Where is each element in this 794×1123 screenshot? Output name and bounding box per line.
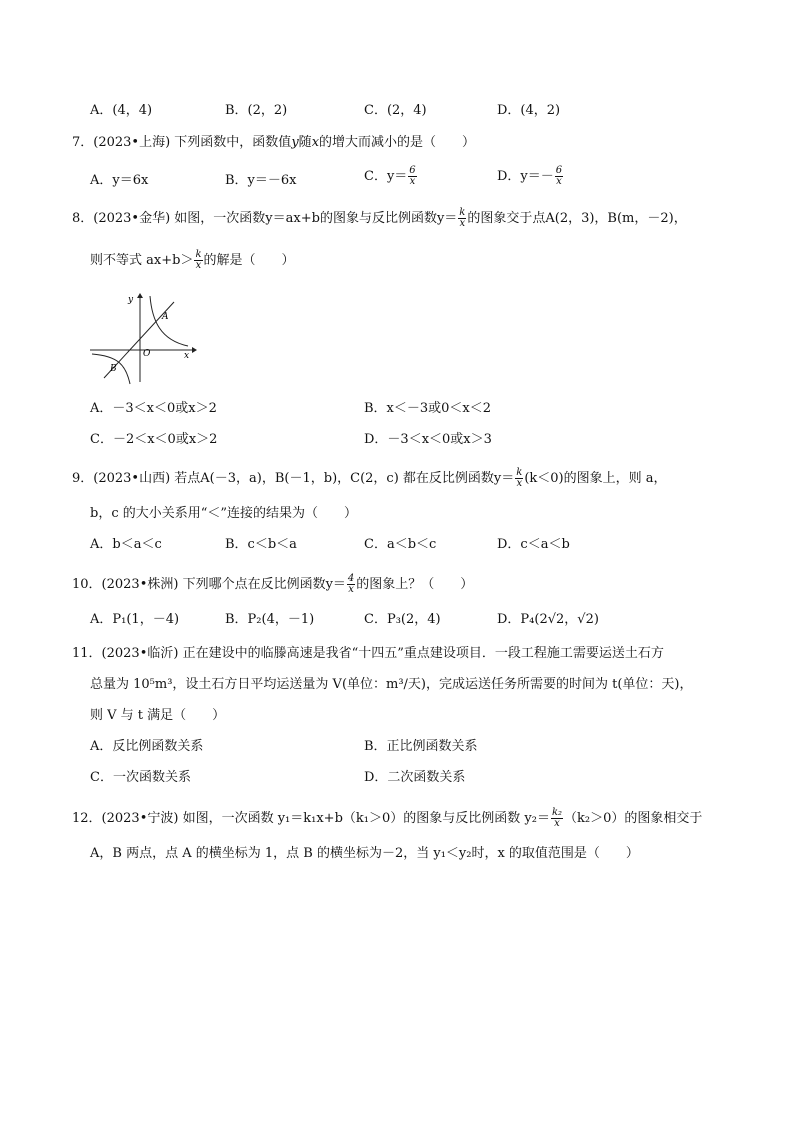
fraction-numerator: 4: [347, 573, 355, 584]
q7-option-b: B．y＝－6x: [225, 173, 297, 188]
q8-stem-line1-b: 的图象交于点A(2，3)，B(m，－2)，: [467, 211, 687, 226]
q9-stem-line1-b: (k＜0)的图象上，则 a，: [524, 471, 667, 486]
q10-stem-b: 的图象上？（ ）: [356, 577, 474, 592]
q9-option-b: B．c＜b＜a: [225, 537, 297, 552]
q7-option-c-fraction: [408, 166, 416, 187]
q8-fraction: [458, 208, 466, 229]
q9-stem-line1: [72, 468, 667, 489]
q6-option-d: D．(4，2): [497, 103, 561, 118]
q8-stem-line1-a: 8．(2023•金华) 如图，一次函数y＝ax+b的图象与反比例函数y＝: [72, 211, 458, 226]
q6-option-b: B．(2，2): [225, 103, 288, 118]
q8-option-d: D．－3＜x＜0或x＞3: [364, 432, 492, 447]
q8-function-graph: [88, 290, 198, 385]
q7-stem-mid: 随: [298, 135, 312, 150]
q10-stem-a: 10．(2023•株洲) 下列哪个点在反比例函数y＝: [72, 577, 346, 592]
q8-stem-line2-b: 的解是（ ）: [203, 253, 295, 268]
q11-option-d: D．二次函数关系: [364, 770, 466, 785]
fraction-numerator: k₂: [551, 807, 563, 818]
q10-option-c: C．P₃(2，4): [364, 612, 441, 627]
q7-var-x: x: [311, 135, 320, 150]
q7-option-a: A．y＝6x: [90, 173, 149, 188]
q8-option-b: B．x＜－3或0＜x＜2: [364, 401, 492, 416]
q7-stem-suffix: 的增大而减小的是（ ）: [319, 135, 476, 150]
fraction-numerator: 6: [555, 165, 563, 176]
q7-stem-prefix: 7．(2023•上海) 下列函数中，函数值: [72, 135, 292, 150]
point-b-label: B: [110, 364, 117, 374]
q7-option-d: [497, 166, 564, 187]
origin-label: O: [143, 349, 151, 359]
fraction-numerator: 6: [409, 165, 416, 176]
q12-stem-line1: [72, 808, 702, 829]
q6-option-a: A．(4，4): [90, 103, 153, 118]
q9-option-a: A．b＜a＜c: [90, 537, 162, 552]
q7-option-d-label: D．y＝－: [497, 169, 554, 184]
q9-option-c: C．a＜b＜c: [364, 537, 437, 552]
q12-stem-line1-a: 12．(2023•宁波) 如图，一次函数 y₁＝k₁x+b（k₁＞0）的图象与反比例函数 y₂＝: [72, 811, 550, 826]
q12-stem-line2: A，B 两点，点 A 的横坐标为 1，点 B 的横坐标为－2，当 y₁＜y₂时，x 的取值范围是（ ）: [90, 846, 639, 861]
q7-stem: [72, 134, 475, 152]
fraction-denominator: x: [348, 584, 354, 595]
q10-stem: [72, 574, 473, 595]
q7-var-y: y: [291, 135, 299, 150]
y-axis-label: y: [128, 295, 134, 305]
q9-option-d: D．c＜a＜b: [497, 537, 570, 552]
q12-stem-line1-b: （k₂＞0）的图象相交于: [564, 811, 703, 826]
q10-option-b: B．P₂(4，－1): [225, 612, 315, 627]
q8-option-c: C．－2＜x＜0或x＞2: [90, 432, 218, 447]
q9-stem-line2: b，c 的大小关系用“＜”连接的结果为（ ）: [90, 506, 358, 521]
hyperbola-branch-1: [150, 296, 188, 346]
q10-option-d: D．P₄(2√2，√2): [497, 612, 599, 627]
fraction-numerator: k: [195, 249, 202, 260]
q7-option-d-fraction: [555, 166, 563, 187]
point-a-label: A: [162, 312, 169, 322]
q6-option-c: C．(2，4): [364, 103, 427, 118]
fraction-denominator: x: [516, 478, 523, 489]
q9-stem-line1-a: 9．(2023•山西) 若点A(－3，a)，B(－1，b)，C(2，c) 都在反比例函数y＝: [72, 471, 515, 486]
q11-option-c: C．一次函数关系: [90, 770, 191, 785]
fraction-denominator: x: [409, 176, 416, 187]
q7-option-c: [364, 166, 418, 187]
fraction-denominator: x: [554, 818, 560, 829]
q8-stem-line2-a: 则不等式 ax+b＞: [90, 253, 194, 268]
fraction-numerator: k: [516, 467, 523, 478]
q7-option-c-label: C．y＝: [364, 169, 408, 184]
q8-stem-line2: [90, 250, 295, 271]
x-axis-label: x: [184, 351, 190, 361]
q11-stem-line1: 11．(2023•临沂) 正在建设中的临滕高速是我省“十四五”重点建设项目．一段工程施工需要运送土石方: [72, 646, 664, 661]
q9-fraction: [515, 468, 523, 489]
q8-option-a: A．－3＜x＜0或x＞2: [90, 401, 217, 416]
q12-fraction: [551, 808, 563, 829]
x-axis-arrow: [192, 347, 197, 353]
fraction-numerator: k: [459, 207, 466, 218]
q11-stem-line2: 总量为 10⁵m³，设土石方日平均运送量为 V(单位：m³/天)，完成运送任务所需要的时间为 t(单位：天)，: [90, 677, 693, 692]
y-axis-arrow: [137, 293, 143, 298]
fraction-denominator: x: [556, 176, 562, 187]
fraction-denominator: x: [459, 218, 466, 229]
q11-option-b: B．正比例函数关系: [364, 739, 478, 754]
q10-option-a: A．P₁(1，－4): [90, 612, 180, 627]
q8-fraction-2: [194, 250, 202, 271]
q10-fraction: [347, 574, 355, 595]
fraction-denominator: x: [195, 260, 202, 271]
q11-stem-line3: 则 V 与 t 满足（ ）: [90, 708, 226, 723]
q11-option-a: A．反比例函数关系: [90, 739, 204, 754]
q8-stem-line1: [72, 208, 687, 229]
